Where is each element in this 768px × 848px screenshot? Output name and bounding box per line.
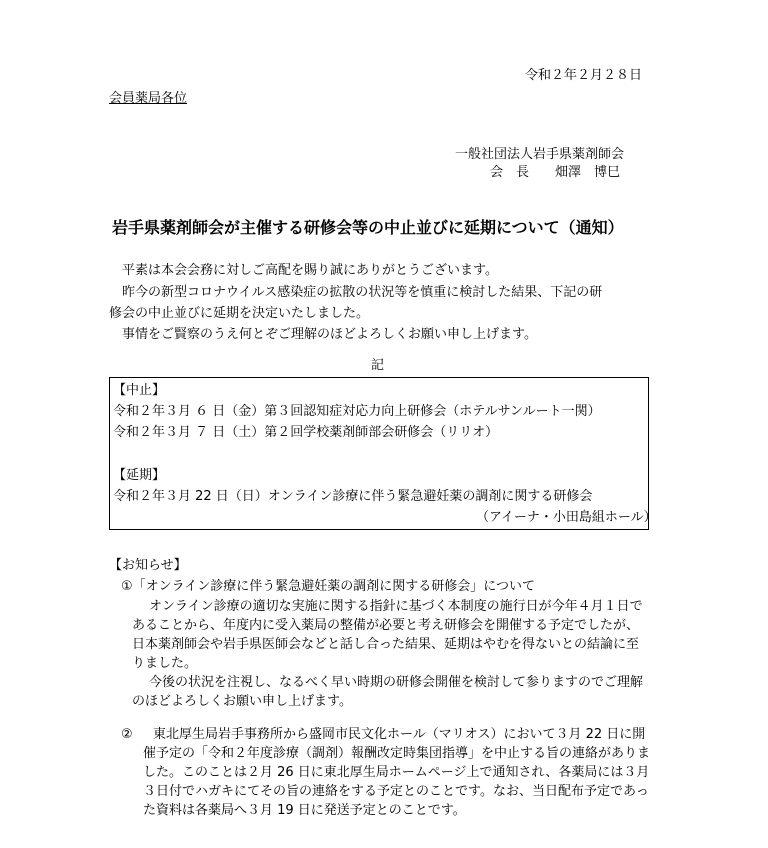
organization: 一般社団法人岩手県薬剤師会 bbox=[455, 147, 625, 162]
notice-item2-line: 東北厚生局岩手事務所から盛岡市民文化ホール（マリオス）において３月 22 日に開 bbox=[153, 727, 646, 742]
notice-item2-line: 催予定の「令和２年度診療（調剤）報酬改定時集団指導」を中止する旨の連絡がありま bbox=[143, 746, 651, 761]
notice-item2-line: ３日付でハガキにてその旨の連絡をする予定とのことです。なお、当日配布予定であっ bbox=[143, 784, 649, 799]
body-line-3: 修会の中止並びに延期を決定いたしました。 bbox=[109, 306, 370, 321]
notice-item2-line: た資料は各薬局へ３月 19 日に発送予定とのことです。 bbox=[143, 803, 466, 818]
notice-item1-line: 今後の状況を注視し、なるべく早い時期の研修会開催を検討して参りますのでご理解 bbox=[149, 675, 644, 690]
body-line-4: 事情をご賢察のうえ何とぞご理解のほどよろしくお願い申し上げます。 bbox=[122, 327, 537, 342]
notice-item1-line: オンライン診療の適切な実施に関する指針に基づく本制度の施行日が今年４月１日で bbox=[149, 599, 643, 614]
notice-item2-number: ② bbox=[121, 727, 133, 742]
body-line-2: 昨今の新型コロナウイルス感染症の拡散の状況等を慎重に検討した結果、下記の研 bbox=[122, 285, 603, 300]
notice-item1-line: のほどよろしくお願い申し上げます。 bbox=[132, 694, 352, 709]
events-box bbox=[109, 377, 649, 530]
postpone-heading: 【延期】 bbox=[113, 468, 166, 483]
notice-item1-line: りました。 bbox=[132, 656, 198, 671]
notice-heading: 【お知らせ】 bbox=[109, 558, 187, 573]
body-line-1: 平素は本会会務に対しご高配を賜り誠にありがとうございます。 bbox=[122, 263, 498, 278]
date: 令和２年２月２８日 bbox=[525, 68, 643, 83]
notice-item1-title: ①「オンライン診療に伴う緊急避妊薬の調剤に関する研修会」について bbox=[121, 579, 536, 594]
cancel-heading: 【中止】 bbox=[113, 383, 166, 398]
postpone-event-1: 令和２年３月 22 日（日）オンライン診療に伴う緊急避妊薬の調剤に関する研修会 bbox=[113, 489, 593, 504]
document-title: 岩手県薬剤師会が主催する研修会等の中止並びに延期について（通知） bbox=[112, 218, 624, 237]
notice-item1-line: あることから、年度内に受入薬局の整備が必要と考え研修会を開催する予定でしたが、 bbox=[132, 618, 640, 633]
ki-heading: 記 bbox=[371, 358, 385, 373]
notice-item1-line: 日本薬剤師会や岩手県医師会などと話し合った結果、延期はやむを得ないとの結論に至 bbox=[132, 637, 640, 652]
notice-item2-line: した。このことは２月 26 日に東北厚生局ホームページ上で通知され、各薬局には３月 bbox=[143, 765, 650, 780]
cancel-event-1: 令和２年３月 ６ 日（金）第３回認知症対応力向上研修会（ホテルサンルート一関） bbox=[113, 404, 601, 419]
cancel-event-2: 令和２年３月 ７ 日（土）第２回学校薬剤師部会研修会（リリオ） bbox=[113, 425, 499, 440]
recipient: 会員薬局各位 bbox=[109, 91, 188, 106]
postpone-event-1-venue: （アイーナ・小田島組ホール） bbox=[476, 510, 657, 525]
president: 会 長 畑澤 博巳 bbox=[490, 165, 621, 180]
